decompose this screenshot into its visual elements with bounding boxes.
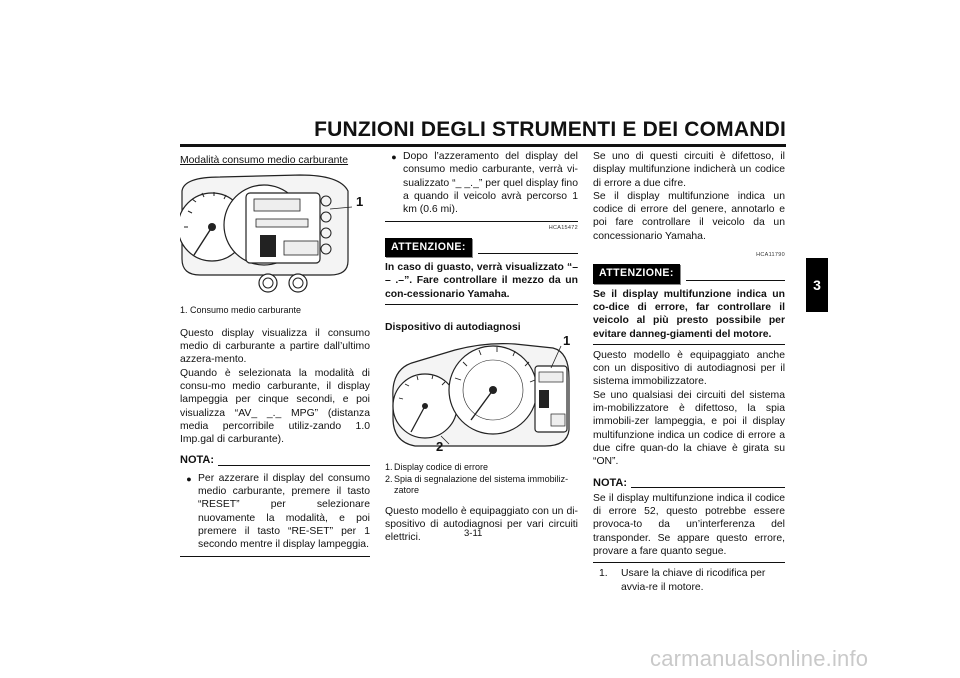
- attention-badge: ATTENZIONE:: [385, 238, 472, 257]
- reference-code: HCA15472: [548, 225, 578, 232]
- bullet-item: [180, 472, 370, 552]
- instrument-figure-2: [385, 333, 578, 455]
- nota-text: Se il display multifunzione indica il codice di errore 52, questo potrebbe essere provoca-to da un’interferenza del transponder. Se appare questo errore, provare a fare quanto segue.: [593, 492, 785, 558]
- page-header-title: FUNZIONI DEGLI STRUMENTI E DEI COMANDI: [314, 118, 786, 141]
- nota-heading: [180, 454, 370, 467]
- nota-label: NOTA:: [180, 454, 215, 467]
- attention-rule: [478, 253, 578, 254]
- nota-heading: [593, 477, 785, 490]
- step-text: Usare la chiave di ricodifica per avvia-re il motore.: [621, 568, 766, 593]
- callout-2: 2: [436, 439, 444, 455]
- column-3: [593, 150, 785, 594]
- nota-label: NOTA:: [593, 476, 628, 489]
- paragraph: Se il display multifunzione indica un codice di errore del genere, annotarlo e poi fare controllare il veicolo da un concessionario Yamaha.: [593, 190, 785, 242]
- reference-code: HCA11790: [756, 252, 785, 259]
- watermark: carmanualsonline.info: [650, 646, 869, 671]
- caption-number: 1.: [385, 462, 393, 473]
- nota-rule: [218, 465, 370, 466]
- paragraph: Se uno di questi circuiti è difettoso, il display multifunzione indicherà un codice di errore a due cifre.: [593, 151, 785, 189]
- paragraph: Questo display visualizza il consumo medio di carburante a partire dall’ultimo azzera-mento.: [180, 327, 370, 366]
- paragraph: Se uno qualsiasi dei circuiti del sistema im-mobilizzatore è difettoso, la spia immobili-zer lampeggia, e poi il display multifunzione indica un codice di errore a due cifre quan-do la chiave è girata su “ON”.: [593, 389, 785, 468]
- attention-end-rule: [385, 304, 578, 305]
- step-item: [593, 567, 785, 594]
- callout-1: 1: [563, 333, 571, 349]
- bullet-dot-icon: ●: [391, 152, 397, 162]
- paragraph: Questo modello è equipaggiato con un di-spositivo di autodiagnosi per vari circuiti elettrici.: [385, 505, 578, 544]
- attention-rule: [686, 280, 785, 281]
- caption-item: [385, 474, 578, 497]
- section-heading-self-diagnosis: Dispositivo di autodiagnosi: [385, 321, 521, 333]
- instrument-cluster-drawing: [385, 338, 578, 454]
- caption-number: 2.: [385, 473, 393, 484]
- step-number: 1.: [599, 568, 608, 580]
- attention-badge: ATTENZIONE:: [593, 264, 680, 283]
- instrument-cluster-drawing: [180, 171, 370, 295]
- nota-end-rule: [593, 562, 785, 563]
- nota-rule: [631, 487, 785, 488]
- attention-heading: [385, 238, 578, 257]
- bullet-text: Per azzerare il display del consumo medio carburante, premere il tasto “RESET” per selezionare nuovamente la modalità, e poi premere il tasto “RE-SET” per 1 secondo mentre il display lampeggia.: [198, 472, 370, 551]
- attention-text: In caso di guasto, verrà visualizzato “– – .–”. Fare controllare il mezzo da un con-cessionario Yamaha.: [385, 262, 578, 300]
- attention-end-rule: [593, 344, 785, 345]
- figure-caption: 1. Consumo medio carburante: [180, 305, 302, 316]
- bullet-text: Dopo l’azzeramento del display del consumo medio carburante, verrà vi-sualizzato “_ _._” per quel display fino a quando il veicolo avrà percorso 1 km (0.6 mi).: [403, 151, 578, 216]
- page-number: 3-11: [464, 528, 483, 539]
- attention-text: Se il display multifunzione indica un co-dice di errore, far controllare il veicolo al più presto possibile per evitare danneg-giamenti del motore.: [593, 288, 785, 340]
- section-heading-fuel-consumption: Modalità consumo medio carburante: [180, 155, 349, 166]
- callout-1: 1: [356, 194, 364, 210]
- caption-text: Display codice di errore: [394, 462, 489, 473]
- bullet-item: [385, 150, 578, 216]
- figure-caption-list: [385, 462, 578, 497]
- column-1: [180, 154, 370, 557]
- caption-item: [385, 462, 578, 474]
- attention-heading: [593, 264, 785, 283]
- chapter-tab: 3: [806, 258, 828, 312]
- instrument-figure-1: [180, 171, 370, 295]
- paragraph: Questo modello è equipaggiato anche con un dispositivo di autodiagnosi per il sistema immobilizzatore.: [593, 349, 785, 388]
- paragraph: Quando è selezionata la modalità di consu-mo medio carburante, il display lampeggia per cinque secondi, e poi visualizza “AV_ _._ MPG” (distanza media percorribile utiliz-zando 1.0 Imp.gal di carburante).: [180, 367, 370, 446]
- caption-text: Spia di segnalazione del sistema immobiliz-zatore: [394, 473, 569, 496]
- nota-end-rule: [180, 556, 370, 557]
- bullet-dot-icon: ●: [186, 473, 192, 484]
- column-2: [385, 150, 578, 545]
- header-rule: [180, 144, 786, 147]
